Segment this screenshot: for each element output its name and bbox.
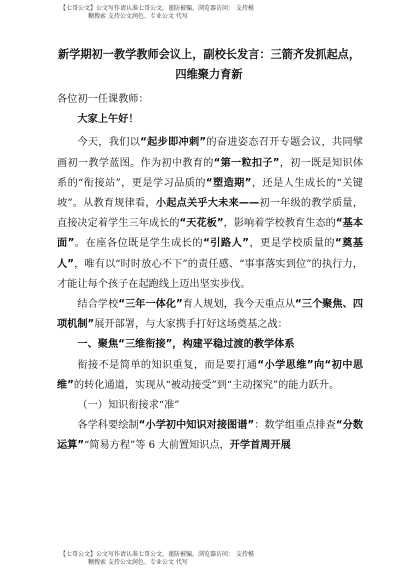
keyword: “引路人” bbox=[203, 238, 249, 250]
paragraph-opening bbox=[57, 133, 363, 295]
keyword: “第一粒扣子” bbox=[213, 157, 280, 169]
text-run: ，更是学校质量的 bbox=[249, 238, 335, 250]
header-watermark-line-2: 糊搜索 支持公文润色、专业公文 代写 bbox=[88, 13, 188, 20]
keyword: “起步即冲刺” bbox=[140, 137, 207, 149]
keyword: “奠基人” bbox=[57, 238, 364, 270]
keyword: 开学首周开展 bbox=[229, 440, 291, 452]
keyword: “分数运算” bbox=[57, 420, 364, 452]
text-run: 的转化通道，实现从“被动接受”到“主动探究”的能力跃升。 bbox=[73, 379, 340, 391]
text-run: ，唯有以“时时放心不下”的责任感、“事事落实到位”的执行力，才能让每个孩子在起跑线上迈出坚实步伐。 bbox=[57, 258, 363, 290]
paragraph-knowledge bbox=[57, 416, 363, 456]
text-run: ：数学组重点排查 bbox=[254, 420, 336, 432]
text-run: 初一年级的教学质量，直接决定着学生三年成长的 bbox=[57, 198, 364, 230]
salutation: 各位初一任课教师： bbox=[57, 94, 149, 105]
text-run: “简易方程”等 6 大前置知识点， bbox=[84, 440, 230, 452]
text-run: 各学科要绘制 bbox=[77, 420, 139, 432]
footer-watermark-line-1: 【七哥公文】公文写作请认准七哥公文，谨防被骗，浏览器访问： 支持模 bbox=[60, 551, 254, 558]
text-run: 结合学校 bbox=[77, 299, 119, 311]
title-line-2: 四维聚力育新 bbox=[175, 68, 243, 81]
paragraph-plan bbox=[57, 295, 363, 335]
text-run: ，初一既是知识体系的“衔接站”，更是学习品质的 bbox=[57, 157, 364, 189]
keyword: 小起点关乎大未来—— bbox=[155, 198, 260, 210]
keyword: “小学初中知识对接图谱” bbox=[138, 420, 255, 432]
text-run: 今天，我们以 bbox=[77, 137, 141, 149]
keyword: “三年一体化” bbox=[118, 299, 183, 311]
text-run: 的奋进姿态召开专题会议，共同擘画初一教学蓝图。作为初中教育的 bbox=[57, 137, 364, 169]
text-run: 展开部署，与大家携手打好这场奠基之战： bbox=[94, 319, 288, 331]
keyword: “天花板” bbox=[179, 218, 224, 230]
paragraph-transition bbox=[57, 356, 363, 396]
title-line-1: 新学期初一教学教师会议上，副校长发言：三箭齐发抓起点， bbox=[57, 48, 361, 61]
greeting: 大家上午好！ bbox=[77, 114, 139, 126]
keyword: “塑造期” bbox=[205, 177, 252, 189]
text-run: 。在座各位既是学生成长的 bbox=[74, 238, 204, 250]
text-run: 育人规划，我今天重点从 bbox=[182, 299, 296, 311]
document-body bbox=[57, 90, 363, 457]
footer-watermark bbox=[60, 551, 360, 567]
keyword: “小学思维”向“初中思维” bbox=[57, 359, 364, 391]
subsection-heading-1: （一）知识衔接求“准” bbox=[77, 400, 180, 412]
document-title bbox=[56, 45, 362, 85]
footer-watermark-line-2: 糊搜索 支持公文润色、专业公文 代写 bbox=[88, 559, 188, 566]
text-run: ，影响着学校教育生态的 bbox=[223, 218, 336, 230]
text-run: ，还是人生成长的“关键坡”。从教育规律看， bbox=[57, 177, 363, 210]
section-heading-1: 一、聚焦“三维衔接”，构建平稳过渡的教学体系 bbox=[77, 339, 295, 351]
keyword: “三个聚焦、四项机制” bbox=[57, 299, 364, 331]
text-run: 衔接不是简单的知识重复，而是要打通 bbox=[77, 359, 258, 371]
header-watermark bbox=[60, 5, 360, 21]
header-watermark-line-1: 【七哥公文】公文写作请认准七哥公文，谨防被骗，浏览器访问： 支持模 bbox=[60, 5, 254, 12]
keyword: “基本面” bbox=[57, 218, 364, 250]
